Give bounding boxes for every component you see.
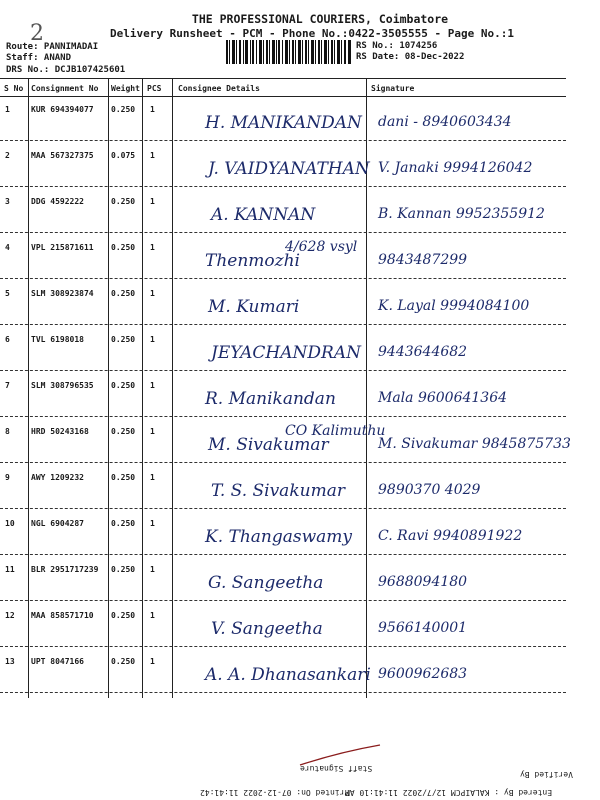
consignee-name: J. VAIDYANATHAN — [208, 159, 370, 179]
consignee-name: V. Sangeetha — [211, 619, 323, 639]
row-sno: 13 — [5, 657, 15, 666]
entered-by-label: Entered By : KALAIPCM 12/7/2022 11:41:10 AM — [345, 788, 553, 797]
signature-entry: M. Sivakumar 9845875733 — [378, 436, 571, 452]
row-pcs: 1 — [150, 105, 155, 114]
row-consignment-no: HRD 50243168 — [31, 427, 89, 436]
row-consignment-no: BLR 2951717239 — [31, 565, 99, 574]
row-weight: 0.250 — [111, 427, 136, 436]
col-header-pcs: PCS — [147, 84, 162, 93]
runsheet-title: Delivery Runsheet - PCM - Phone No.:0422-3505555 - Page No.:1 — [110, 27, 514, 40]
consignee-name: H. MANIKANDAN — [205, 113, 362, 133]
consignee-name: M. Kumari — [208, 297, 300, 317]
row-pcs: 1 — [150, 657, 155, 666]
row-pcs: 1 — [150, 151, 155, 160]
row-sno: 1 — [5, 105, 10, 114]
row-weight: 0.250 — [111, 105, 136, 114]
signature-entry: 9843487299 — [378, 252, 468, 268]
row-consignment-no: TVL 6198018 — [31, 335, 84, 344]
row-weight: 0.250 — [111, 473, 136, 482]
row-sno: 5 — [5, 289, 10, 298]
signature-entry: 9890370 4029 — [378, 482, 481, 498]
signature-entry: C. Ravi 9940891922 — [378, 528, 523, 544]
signature-entry: dani - 8940603434 — [378, 114, 512, 130]
row-pcs: 1 — [150, 473, 155, 482]
row-pcs: 1 — [150, 519, 155, 528]
row-pcs: 1 — [150, 381, 155, 390]
row-pcs: 1 — [150, 289, 155, 298]
row-sno: 6 — [5, 335, 10, 344]
rs-number: RS No.: 1074256 — [356, 41, 438, 51]
consignee-name: A. A. Dhanasankari — [205, 665, 371, 685]
signature-entry: B. Kannan 9952355912 — [378, 206, 545, 222]
row-sno: 7 — [5, 381, 10, 390]
col-header-consignee: Consignee Details — [178, 84, 260, 93]
col-header-signature: Signature — [371, 84, 415, 93]
consignee-name: R. Manikandan — [205, 389, 336, 409]
verified-by-label: Verified By — [520, 770, 573, 779]
row-weight: 0.250 — [111, 289, 136, 298]
col-header-weight: Weight — [111, 84, 140, 93]
consignee-name: JEYACHANDRAN — [211, 343, 361, 363]
row-weight: 0.250 — [111, 335, 136, 344]
consignee-name: Thenmozhi — [205, 251, 300, 271]
staff-label: Staff: ANAND — [6, 53, 72, 63]
row-weight: 0.250 — [111, 381, 136, 390]
row-sno: 11 — [5, 565, 15, 574]
row-weight: 0.250 — [111, 611, 136, 620]
row-sno: 4 — [5, 243, 10, 252]
row-weight: 0.250 — [111, 657, 136, 666]
consignee-note: CO Kalimuthu — [285, 423, 386, 439]
row-sno: 8 — [5, 427, 10, 436]
row-consignment-no: VPL 215871611 — [31, 243, 94, 252]
row-sno: 9 — [5, 473, 10, 482]
rs-date: RS Date: 08-Dec-2022 — [356, 52, 465, 62]
row-consignment-no: NGL 6904287 — [31, 519, 84, 528]
row-weight: 0.250 — [111, 565, 136, 574]
signature-entry: 9600962683 — [378, 666, 468, 682]
row-sno: 10 — [5, 519, 15, 528]
signature-entry: K. Layal 9994084100 — [378, 298, 530, 314]
consignee-name: T. S. Sivakumar — [211, 481, 345, 501]
row-pcs: 1 — [150, 565, 155, 574]
staff-signature-label: Staff Signature — [300, 764, 373, 773]
signature-entry: 9566140001 — [378, 620, 468, 636]
row-consignment-no: UPT 8047166 — [31, 657, 84, 666]
signature-entry: 9443644682 — [378, 344, 468, 360]
row-sno: 3 — [5, 197, 10, 206]
row-pcs: 1 — [150, 335, 155, 344]
row-pcs: 1 — [150, 611, 155, 620]
row-weight: 0.075 — [111, 151, 136, 160]
row-weight: 0.250 — [111, 519, 136, 528]
signature-entry: 9688094180 — [378, 574, 468, 590]
row-sno: 12 — [5, 611, 15, 620]
consignee-name: M. Sivakumar — [208, 435, 329, 455]
row-consignment-no: KUR 694394077 — [31, 105, 94, 114]
row-sno: 2 — [5, 151, 10, 160]
row-consignment-no: AWY 1209232 — [31, 473, 84, 482]
row-consignment-no: DDG 4592222 — [31, 197, 84, 206]
company-title: THE PROFESSIONAL COURIERS, Coimbatore — [191, 12, 449, 26]
row-pcs: 1 — [150, 197, 155, 206]
row-consignment-no: SLM 308923874 — [31, 289, 94, 298]
row-pcs: 1 — [150, 427, 155, 436]
row-consignment-no: MAA 567327375 — [31, 151, 94, 160]
row-weight: 0.250 — [111, 197, 136, 206]
row-weight: 0.250 — [111, 243, 136, 252]
col-header-sno: S No — [4, 84, 24, 93]
printed-on-label: Printed On: 07-12-2022 11:41:42 — [200, 788, 350, 797]
consignee-name: A. KANNAN — [211, 205, 316, 225]
drs-number: DRS No.: DCJB107425601 — [6, 65, 126, 75]
consignee-name: G. Sangeetha — [208, 573, 324, 593]
handwritten-page-number: 2 — [30, 21, 44, 46]
row-consignment-no: SLM 308796535 — [31, 381, 94, 390]
row-consignment-no: MAA 858571710 — [31, 611, 94, 620]
consignee-name: K. Thangaswamy — [205, 527, 353, 547]
consignee-note: 4/628 vsyl — [285, 239, 358, 255]
col-header-consignment: Consignment No — [31, 84, 99, 93]
route-label: Route: PANNIMADAI — [6, 42, 99, 52]
row-pcs: 1 — [150, 243, 155, 252]
signature-entry: Mala 9600641364 — [378, 390, 508, 406]
signature-entry: V. Janaki 9994126042 — [378, 160, 533, 176]
